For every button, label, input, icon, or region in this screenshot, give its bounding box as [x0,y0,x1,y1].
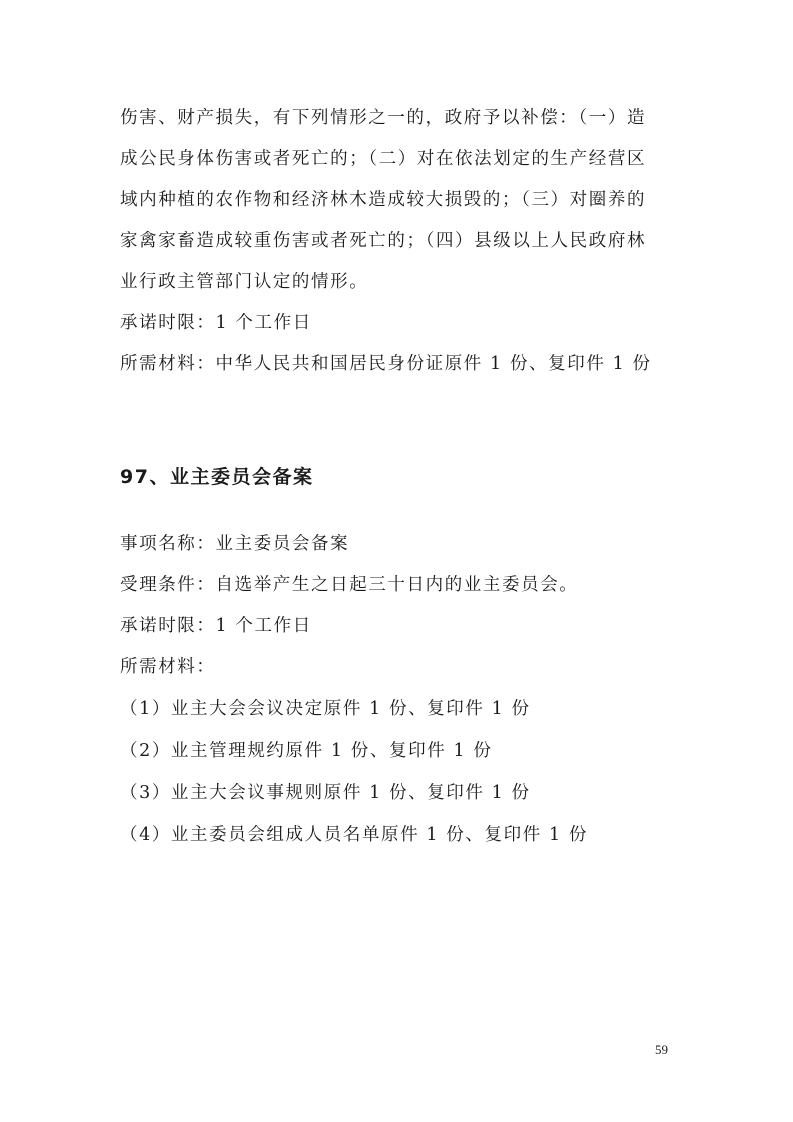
paragraph-line: 成公民身体伤害或者死亡的；（二）对在依法划定的生产经营区 [120,149,647,169]
time-limit-line: 承诺时限：1 个工作日 [120,313,312,333]
time-limit-line: 承诺时限：1 个工作日 [120,616,312,636]
paragraph-line: 业行政主管部门认定的情形。 [120,272,369,292]
materials-label: 所需材料： [120,657,216,677]
paragraph-line: 伤害、财产损失，有下列情形之一的，政府予以补偿：（一）造 [120,108,647,128]
material-item: （4）业主委员会组成人员名单原件 1 份、复印件 1 份 [120,825,588,845]
section-heading: 97、业主委员会备案 [120,466,314,488]
page-number: 59 [655,1042,668,1057]
conditions-line: 受理条件：自选举产生之日起三十日内的业主委员会。 [120,575,579,595]
material-item: （1）业主大会会议决定原件 1 份、复印件 1 份 [120,699,531,719]
materials-line: 所需材料：中华人民共和国居民身份证原件 1 份、复印件 1 份 [120,354,652,374]
item-name-line: 事项名称：业主委员会备案 [120,534,350,554]
material-item: （3）业主大会议事规则原件 1 份、复印件 1 份 [120,783,531,803]
paragraph-line: 家禽家畜造成较重伤害或者死亡的；（四）县级以上人民政府林 [120,231,647,251]
paragraph-line: 域内种植的农作物和经济林木造成较大损毁的；（三）对圈养的 [120,190,647,210]
material-item: （2）业主管理规约原件 1 份、复印件 1 份 [120,741,493,761]
